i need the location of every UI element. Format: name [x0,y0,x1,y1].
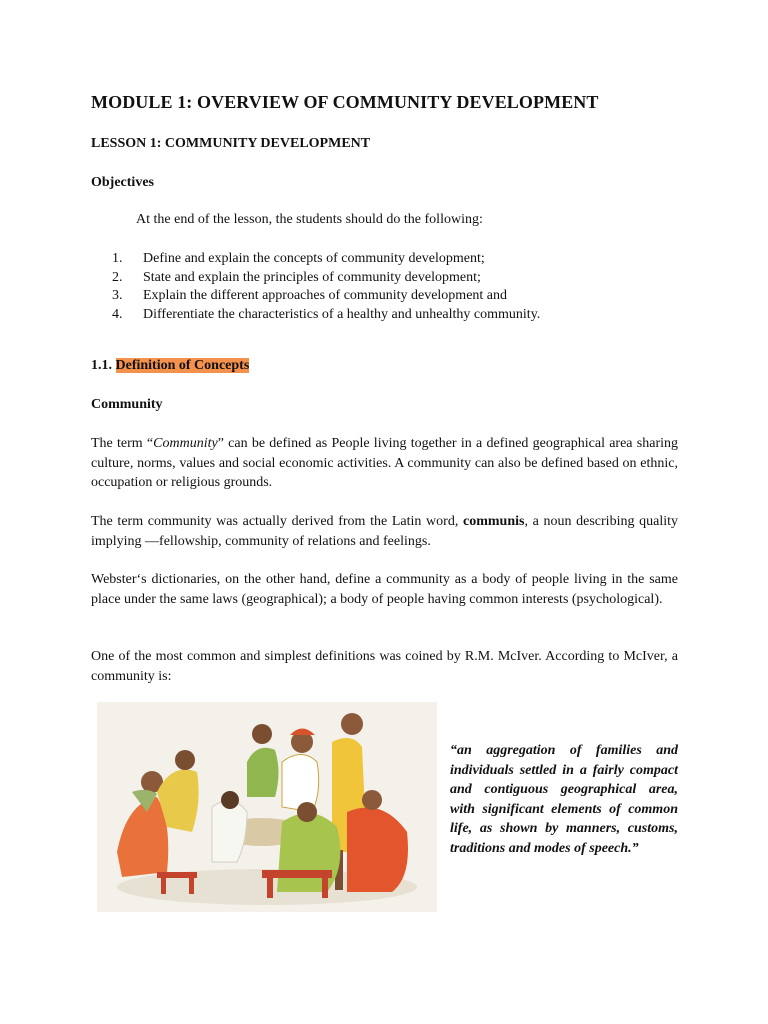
subheading-community: Community [91,397,163,412]
list-item [112,269,540,288]
paragraph-mciver: One of the most common and simplest definitions was coined by R.M. McIver. According to McIver, a community is: [91,649,678,684]
paragraph-text: The term community was actually derived from the Latin word, [91,514,463,529]
list-item-text: Differentiate the characteristics of a healthy and unhealthy community. [143,307,541,323]
module-title: MODULE 1: OVERVIEW OF COMMUNITY DEVELOPMENT [91,92,599,112]
paragraph-text: , a noun describing quality implying —fellowship, community of relations and feelings. [91,514,679,549]
section-number: 1.1. [91,358,116,373]
paragraph-text: The term “ [91,436,154,451]
list-item [112,287,540,306]
section-heading [91,358,249,374]
list-item [112,250,540,269]
italic-term: Community [153,436,218,451]
list-item [112,306,540,325]
paragraph-webster: Webster‘s dictionaries, on the other hand, define a community as a body of people living in the same place under the same laws (geographical); a body of people having common interests (psychological). [91,572,678,607]
list-item-text: State and explain the principles of community development; [143,269,481,285]
community-illustration [97,702,437,912]
list-item-text: Define and explain the concepts of community development; [143,251,485,266]
bold-term: communis [463,514,525,529]
list-item-number: 3. [112,288,123,304]
objectives-list [112,250,540,325]
objectives-intro: At the end of the lesson, the students should do the following: [136,212,483,227]
paragraph-etymology [91,512,678,551]
list-item-text: Explain the different approaches of community development and [143,288,508,304]
list-item-number: 4. [112,307,123,323]
paragraph-definition [91,434,678,493]
paragraph-text: ” can be defined as People living together in a defined geographical area sharing culture, norms, values and social economic activities. A community can also be defined based on ethnic, occupation or religious grounds. [91,436,678,490]
objectives-heading: Objectives [91,175,154,190]
mciver-quote: “an aggregation of families and individuals settled in a fairly compact and contiguous geographical area, with significant elements of common life, as shown by manners, customs, traditions and modes of speech.” [450,743,678,856]
group-gathering-image [97,702,437,912]
section-title-highlighted: Definition of Concepts [115,358,250,373]
lesson-title: LESSON 1: COMMUNITY DEVELOPMENT [91,136,371,151]
list-item-number: 1. [112,251,123,266]
list-item-number: 2. [112,269,123,285]
